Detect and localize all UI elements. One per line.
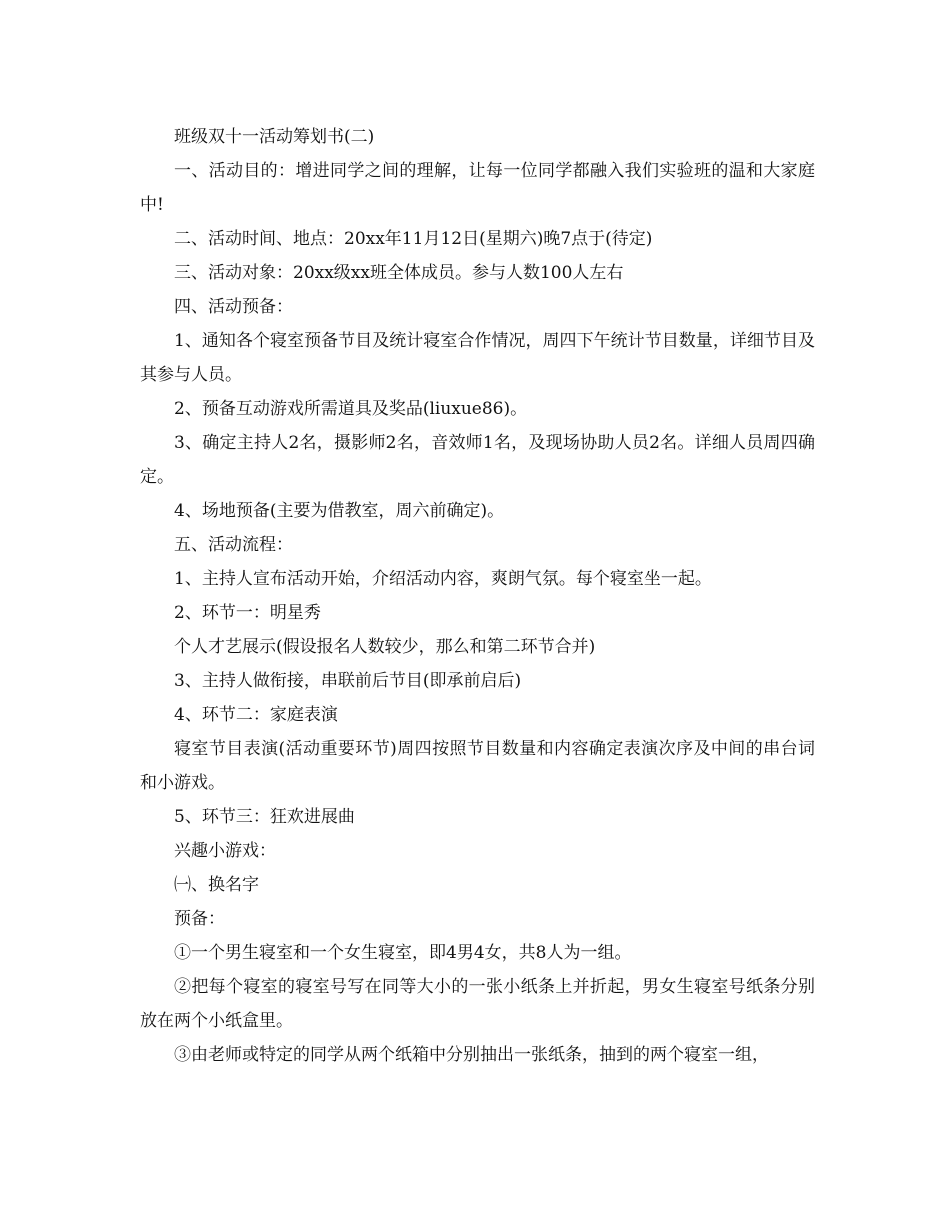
paragraph-game-step-3: ③由老师或特定的同学从两个纸箱中分别抽出一张纸条，抽到的两个寝室一组，	[174, 1045, 769, 1065]
paragraph-participants: 三、活动对象：20xx级xx班全体成员。参与人数100人左右	[174, 263, 624, 283]
paragraph-prep-4: 4、场地预备(主要为借教室，周六前确定)。	[174, 501, 505, 521]
section-heading-process: 五、活动流程：	[174, 535, 293, 555]
paragraph-purpose: 一、活动目的：增进同学之间的理解，让每一位同学都融入我们实验班的温和大家庭中!	[140, 161, 815, 215]
paragraph-game-1: ㈠、换名字	[174, 875, 259, 895]
paragraph-process-4: 4、环节二：家庭表演	[174, 705, 338, 725]
paragraph-games-heading: 兴趣小游戏：	[174, 841, 276, 861]
paragraph-process-1: 1、主持人宣布活动开始，介绍活动内容，爽朗气氛。每个寝室坐一起。	[174, 569, 712, 589]
document-title: 班级双十一活动筹划书(二)	[174, 127, 375, 147]
paragraph-talent-show: 个人才艺展示(假设报名人数较少，那么和第二环节合并)	[174, 637, 596, 657]
paragraph-time-location: 二、活动时间、地点：20xx年11月12日(星期六)晚7点于(待定)	[174, 229, 653, 249]
paragraph-dorm-performance: 寝室节目表演(活动重要环节)周四按照节目数量和内容确定表演次序及中间的串台词和小游戏。	[140, 739, 815, 793]
paragraph-process-3: 3、主持人做衔接，串联前后节目(即承前启后)	[174, 671, 522, 691]
paragraph-prep-1: 1、通知各个寝室预备节目及统计寝室合作情况，周四下午统计节目数量，详细节目及其参与人员。	[140, 331, 815, 385]
paragraph-process-2: 2、环节一：明星秀	[174, 603, 321, 623]
paragraph-prep-3: 3、确定主持人2名，摄影师2名，音效师1名，及现场协助人员2名。详细人员周四确定。	[140, 433, 815, 487]
paragraph-process-5: 5、环节三：狂欢进展曲	[174, 807, 355, 827]
paragraph-game-prep: 预备：	[174, 909, 225, 929]
paragraph-prep-2: 2、预备互动游戏所需道具及奖品(liuxue86)。	[174, 399, 528, 419]
paragraph-game-step-2: ②把每个寝室的寝室号写在同等大小的一张小纸条上并折起，男女生寝室号纸条分别放在两个小纸盒里。	[140, 977, 815, 1031]
section-heading-preparation: 四、活动预备：	[174, 297, 293, 317]
paragraph-game-step-1: ①一个男生寝室和一个女生寝室，即4男4女，共8人为一组。	[174, 943, 632, 963]
document-body	[140, 120, 815, 1072]
